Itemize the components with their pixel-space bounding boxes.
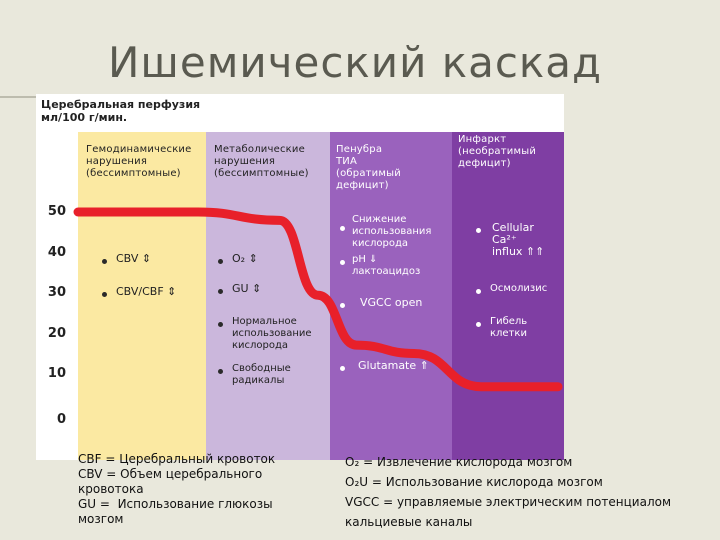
zone-item-o2: O₂ ⇕ xyxy=(232,252,258,265)
slide-title: Ишемический каскад xyxy=(108,38,603,87)
bullet xyxy=(476,228,481,233)
zone-metabolic-title: Метаболические нарушения (бессимптомные) xyxy=(214,144,309,179)
bullet xyxy=(340,260,345,265)
legend-right: O₂ = Извлечение кислорода мозгом O₂U = Использование кислорода мозгом VGCC = управляемые электрическим потенциалом кальциевые каналы xyxy=(345,455,672,529)
perfusion-curve xyxy=(36,94,564,460)
zone-hemodynamic-title: Гемодинамические нарушения (бессимптомные) xyxy=(86,144,192,179)
y-tick: 40 xyxy=(47,245,66,260)
bullet xyxy=(340,303,345,308)
zone-item-vgcc: VGCC open xyxy=(360,296,423,309)
ischemic-cascade-diagram xyxy=(36,94,564,460)
y-tick: 50 xyxy=(47,204,66,219)
zone-item-cbv-cbf: CBV/CBF ⇕ xyxy=(116,285,177,298)
y-tick: 10 xyxy=(47,366,66,381)
y-tick: 30 xyxy=(47,285,66,300)
zone-item-cell-death: Гибель клетки xyxy=(490,316,528,339)
zone-item-osmolysis: Осмолизис xyxy=(490,283,548,294)
bullet xyxy=(102,259,107,264)
y-axis-header: Церебральная перфузия мл/100 г/мин. xyxy=(41,98,201,124)
bullet xyxy=(218,259,223,264)
zone-item-normal-o2: Нормальное использование кислорода xyxy=(232,316,312,351)
bullet xyxy=(218,289,223,294)
bullet xyxy=(102,292,107,297)
bullet xyxy=(218,322,223,327)
legend-left: CBF = Церебральный кровоток CBV = Объем церебрального кровотока GU = Использование глюкозы мозгом xyxy=(78,452,276,526)
bullet xyxy=(476,289,481,294)
perfusion-line xyxy=(78,212,558,387)
zone-infarct-title: Инфаркт (необратимый дефицит) xyxy=(458,134,537,169)
zone-item-ph: pH ⇓ лактоацидоз xyxy=(352,254,421,277)
bullet xyxy=(340,366,345,371)
title-divider xyxy=(0,96,36,98)
zone-item-cbv: CBV ⇕ xyxy=(116,252,152,265)
zone-item-calcium: Cellular Ca²⁺ influx ⇑⇑ xyxy=(492,221,545,258)
y-tick: 20 xyxy=(47,326,66,341)
zone-item-gu: GU ⇕ xyxy=(232,282,262,295)
zone-item-free-radicals: Свободные радикалы xyxy=(232,363,291,386)
bullet xyxy=(218,369,223,374)
y-tick: 0 xyxy=(56,412,66,427)
zone-item-reduced-o2: Снижение использования кислорода xyxy=(352,214,432,249)
zone-penumbra-title: Пенубра ТИА (обратимый дефицит) xyxy=(336,144,401,191)
bullet xyxy=(340,226,345,231)
zone-item-glutamate: Glutamate ⇑ xyxy=(358,359,429,372)
bullet xyxy=(476,322,481,327)
